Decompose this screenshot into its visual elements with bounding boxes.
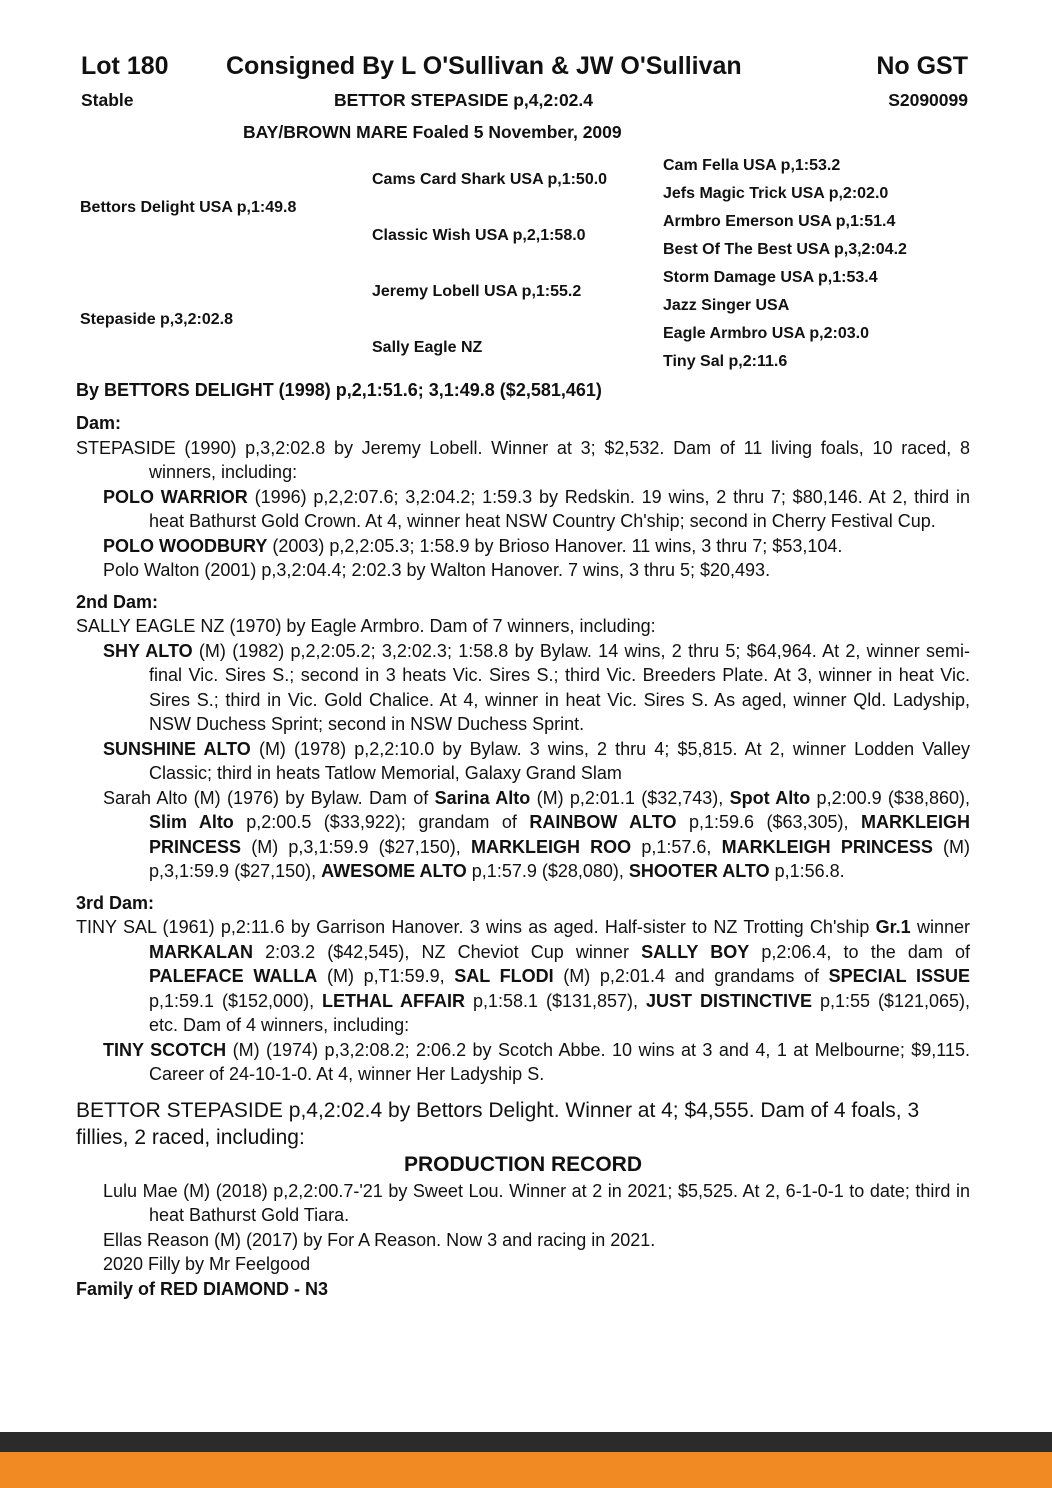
dam-entry: POLO WARRIOR (1996) p,2,2:07.6; 3,2:04.2; 1:59.3 by Redskin. 19 wins, 2 thru 7; $80,146. At 2, third in heat Bathurst Gold Crown. At 4, winner heat NSW Country Ch'ship; second in Cherry Festival Cup. (103, 486, 970, 531)
pedigree-gen3-2: Jefs Magic Trick USA p,2:02.0 (663, 185, 889, 202)
dam3-title: 3rd Dam: (76, 892, 155, 913)
horse-code: S2090099 (888, 90, 968, 110)
catalogue-body (76, 411, 970, 1301)
horse-name-bold: TINY SCOTCH (103, 1039, 227, 1060)
pedigree-dam: Stepaside p,3,2:02.8 (80, 311, 233, 328)
dam-entry: POLO WOODBURY (2003) p,2,2:05.3; 1:58.9 by Brioso Hanover. 11 wins, 3 thru 7; $53,104. (103, 535, 843, 556)
sire-line: By BETTORS DELIGHT (1998) p,2,1:51.6; 3,1:49.8 ($2,581,461) (76, 380, 602, 400)
family-line: Family of RED DIAMOND - N3 (76, 1278, 329, 1299)
dam-entry: Polo Walton (2001) p,3,2:04.4; 2:02.3 by Walton Hanover. 7 wins, 3 thru 5; $20,493. (103, 560, 771, 580)
pedigree-gen3-5: Storm Damage USA p,1:53.4 (663, 269, 878, 286)
horse-name-bold: SHY ALTO (103, 640, 193, 661)
pedigree-dam-dam: Sally Eagle NZ (372, 339, 483, 356)
pedigree-gen3-1: Cam Fella USA p,1:53.2 (663, 157, 841, 174)
pedigree-gen3-6: Jazz Singer USA (663, 297, 790, 314)
footer-orange-band (0, 1452, 1052, 1488)
dam-title: Dam: (76, 413, 122, 433)
dam2-entry: SUNSHINE ALTO (M) (1978) p,2,2:10.0 by Bylaw. 3 wins, 2 thru 4; $5,815. At 2, winner Lodden Valley Classic; third in heats Tatlow Memorial, Galaxy Grand Slam (103, 738, 970, 783)
lot-number: Lot 180 (81, 52, 169, 80)
horse-description: BAY/BROWN MARE Foaled 5 November, 2009 (243, 122, 622, 142)
production-title: PRODUCTION RECORD (403, 1152, 642, 1176)
horse-name-bold: SUNSHINE ALTO (103, 738, 251, 759)
pedigree-dam-sire: Jeremy Lobell USA p,1:55.2 (372, 283, 582, 300)
dam3-intro: TINY SAL (1961) p,2:11.6 by Garrison Hanover. 3 wins as aged. Half-sister to NZ Trotting Ch'ship Gr.1 winner MARKALAN 2:03.2 ($42,545), NZ Cheviot Cup winner SALLY BOY p,2:06.4, to the dam of PALEFACE WALLA (M) p,T1:59.9, SAL FLODI (M) p,2:01.4 and grandams of SPECIAL ISSUE p,1:59.1 ($152,000), LETHAL AFFAIR p,1:58.1 ($131,857), JUST DISTINCTIVE p,1:55 ($121,065), etc. Dam of 4 winners, including: (76, 917, 971, 1035)
footer-dark-band (0, 1432, 1052, 1452)
dam2-intro: SALLY EAGLE NZ (1970) by Eagle Armbro. Dam of 7 winners, including: (76, 616, 656, 636)
pedigree-sire: Bettors Delight USA p,1:49.8 (80, 199, 297, 216)
production-item: Lulu Mae (M) (2018) p,2,2:00.7-'21 by Sweet Lou. Winner at 2 in 2021; $5,525. At 2, 6-1-0-1 to date; third in heat Bathurst Gold Tiara. (103, 1180, 970, 1225)
pedigree-sire-sire: Cams Card Shark USA p,1:50.0 (372, 171, 608, 188)
gst-note: No GST (876, 52, 968, 80)
dam3-entry: TINY SCOTCH (M) (1974) p,3,2:08.2; 2:06.2 by Scotch Abbe. 10 wins at 3 and 4, 1 at Melbourne; $9,115. Career of 24-10-1-0. At 4, winner Her Ladyship S. (103, 1039, 970, 1084)
production-item: 2020 Filly by Mr Feelgood (103, 1254, 311, 1274)
horse-name-bold: POLO WARRIOR (103, 486, 248, 507)
horse-name-bold: POLO WOODBURY (103, 535, 268, 556)
pedigree-gen3-4: Best Of The Best USA p,3,2:04.2 (663, 241, 907, 258)
pedigree-gen3-3: Armbro Emerson USA p,1:51.4 (663, 213, 896, 230)
horse-name: BETTOR STEPASIDE p,4,2:02.4 (334, 90, 594, 110)
dam2-title: 2nd Dam: (76, 591, 159, 612)
pedigree-gen3-7: Eagle Armbro USA p,2:03.0 (663, 325, 869, 342)
stable-label: Stable (81, 90, 134, 110)
summary: BETTOR STEPASIDE p,4,2:02.4 by Bettors Delight. Winner at 4; $4,555. Dam of 4 foals, 3 fillies, 2 raced, including: (76, 1098, 920, 1149)
dam-intro: STEPASIDE (1990) p,3,2:02.8 by Jeremy Lobell. Winner at 3; $2,532. Dam of 11 living foals, 10 raced, 8 winners, including: (76, 437, 970, 482)
production-item: Ellas Reason (M) (2017) by For A Reason. Now 3 and racing in 2021. (103, 1229, 656, 1250)
pedigree-gen3-8: Tiny Sal p,2:11.6 (663, 353, 788, 370)
pedigree-sire-dam: Classic Wish USA p,2,1:58.0 (372, 227, 586, 244)
consignor: Consigned By L O'Sullivan & JW O'Sullivan (226, 52, 742, 80)
dam2-entry: Sarah Alto (M) (1976) by Bylaw. Dam of Sarina Alto (M) p,2:01.1 ($32,743), Spot Alto p,2:00.9 ($38,860), Slim Alto p,2:00.5 ($33,922); grandam of RAINBOW ALTO p,1:59.6 ($63,305), MARKLEIGH PRINCESS (M) p,3,1:59.9 ($27,150), MARKLEIGH ROO p,1:57.6, MARKLEIGH PRINCESS (M) p,3,1:59.9 ($27,150), AWESOME ALTO p,1:57.9 ($28,080), SHOOTER ALTO p,1:56.8. (103, 787, 971, 881)
dam2-entry: SHY ALTO (M) (1982) p,2,2:05.2; 3,2:02.3; 1:58.8 by Bylaw. 14 wins, 2 thru 5; $64,964. At 2, winner semi-final Vic. Sires S.; second in 3 heats Vic. Sires S.; third Vic. Breeders Plate. At 3, winner in heat Vic. Sires S.; third in Vic. Gold Chalice. At 4, winner in heat Vic. Sires S. As aged, winner Qld. Ladyship, NSW Duchess Sprint; second in NSW Duchess Sprint. (103, 640, 970, 734)
